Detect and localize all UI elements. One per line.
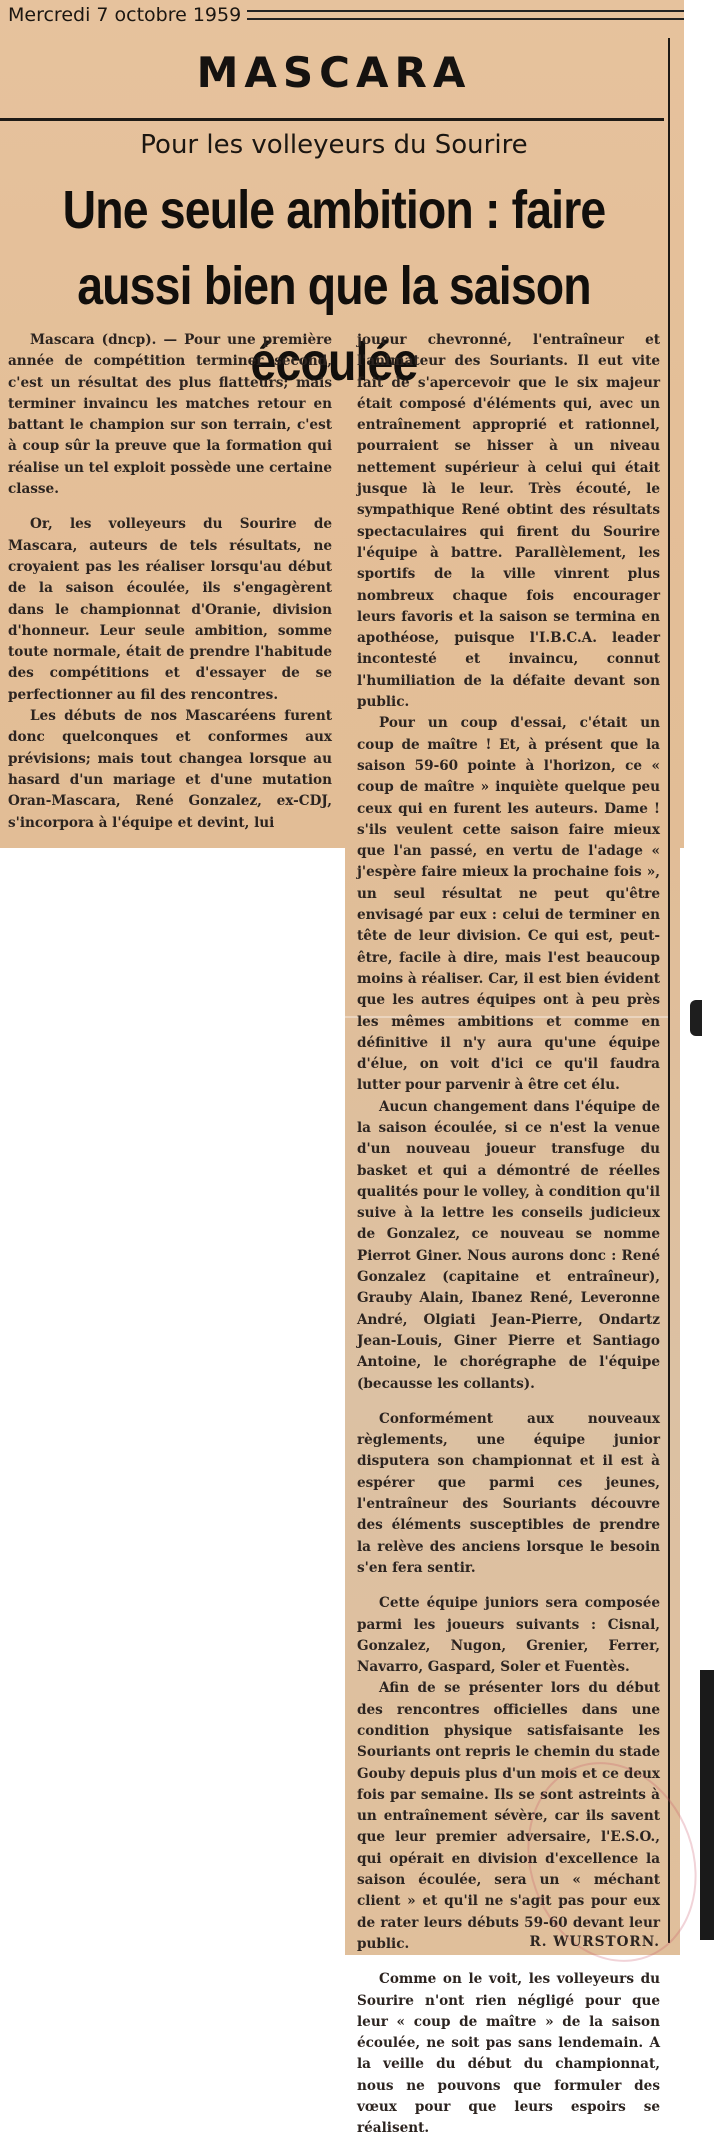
article-column-1 [8,330,332,834]
column-border-rule [668,38,670,1943]
paragraph: Cette équipe juniors sera composée parmi les joueurs suivants : Cisnal, Gonzalez, Nugon, Grenier, Ferrer, Navarro, Gaspard, Soler et Fuentès. [357,1595,660,1676]
double-rule [247,10,684,20]
author-signature: R. WURSTORN. [529,1934,660,1950]
section-title: MASCARA [196,48,472,97]
paragraph: Les débuts de nos Mascaréens furent donc quelconques et conformes aux prévisions; mais tout changea lorsque au hasard d'un mariage et d'une mutation Oran-Mascara, René Gonzalez, ex-CDJ, s'incorpora à l'équipe et devint, lui [8,708,332,831]
headline-line-2: aussi bien que la saison écoulée [77,256,591,392]
paragraph: Afin de se présenter lors du début des rencontres officielles dans une condition physique satisfaisante les Souriants ont repris le chemin du stade Gouby depuis plus d'un mois et ce deux fois par semaine. Ils se sont astreints à un entraînement sévère, car ils savent que leur premier adversaire, l'E.S.O., qui opérait en division d'excellence la saison écoulée, sera un « méchant client » et qu'il ne s'agit pas pour eux de rater leurs débuts 59-60 devant leur public. [357,1680,660,1952]
article-kicker: Pour les volleyeurs du Sourire [140,130,528,160]
paragraph: Pour un coup d'essai, c'était un coup de maître ! Et, à présent que la saison 59-60 pointe à l'horizon, ce « coup de maître » inquiète quelque peu ceux qui en furent les auteurs. Dame ! s'ils veulent cette saison faire mieux que l'an passé, en vertu de l'adage « j'espère faire mieux la prochaine fois », un seul résultat ne peut qu'être envisagé par eux : celui de terminer en tête de leur division. Ce qui est, peut-être, facile à dire, mais l'est beaucoup moins à réaliser. Car, il est bien évident que les autres équipes ont à peu près les mêmes ambitions et comme en définitive il n'y aura qu'une équipe d'élue, on voit d'ici ce qu'il faudra lutter pour parvenir à être cet élu. [357,715,660,1094]
headline-line-1: Une seule ambition : faire [62,180,606,240]
dateline [8,2,684,28]
section-rule [0,118,664,121]
adjacent-article-border [700,1670,714,1940]
empty-background [0,848,345,1969]
paragraph: Comme on le voit, les volleyeurs du Sourire n'ont rien négligé pour que leur « coup de maître » de la saison écoulée, ne soit pas sans lendemain. A la veille du début du championnat, nous ne pouvons que formuler des vœux pour que leurs espoirs se réalisent. [357,1971,660,2137]
paragraph: Mascara (dncp). — Pour une première année de compétition terminer second, c'est un résultat des plus flatteurs; mais terminer invaincu les matches retour en battant le champion sur son terrain, c'est à coup sûr la preuve que la formation qui réalise un tel exploit possède une certaine classe. [8,332,332,498]
paragraph: joueur chevronné, l'entraîneur et l'animateur des Souriants. Il eut vite fait de s'apercevoir que le six majeur était composé d'éléments qui, avec un entraînement approprié et rationnel, pourraient se hisser à un niveau nettement supérieur à celui qui était jusque là le leur. Très écouté, le sympathique René obtint des résultats spectaculaires qui firent du Sourire l'équipe à battre. Parallèlement, les sportifs de la ville vinrent plus nombreux chaque fois encourager leurs favoris et la saison se termina en apothéose, puisque l'I.B.C.A. leader incontesté et invaincu, connut l'humiliation de la défaite devant son public. [357,332,660,711]
adjacent-article-fragment [690,1000,702,1036]
paragraph: Or, les volleyeurs du Sourire de Mascara, auteurs de tels résultats, ne croyaient pas les réaliser lorsqu'au début de la saison écoulée, ils s'engagèrent dans le championnat d'Oranie, division d'honneur. Leur seule ambition, somme toute normale, était de prendre l'habitude des compétitions et d'essayer de se perfectionner au fil des rencontres. [8,516,332,703]
paragraph: Conformément aux nouveaux règlements, une équipe junior disputera son championnat et il est à espérer que parmi ces jeunes, l'entraîneur des Souriants découvre des éléments susceptibles de prendre la relève des anciens lorsque le besoin s'en fera sentir. [357,1410,660,1576]
paragraph: Aucun changement dans l'équipe de la saison écoulée, si ce n'est la venue d'un nouveau joueur transfuge du basket et qui a démontré de réelles qualités pour le volley, à condition qu'il suive à la lettre les conseils judicieux de Gonzalez, ce nouveau se nomme Pierrot Giner. Nous aurons donc : René Gonzalez (capitaine et entraîneur), Grauby Alain, Ibanez René, Leveronne André, Olgiati Jean-Pierre, Ondartz Jean-Louis, Giner Pierre et Santiago Antoine, le chorégraphe de l'équipe (becausse les collants). [357,1098,660,1392]
publication-date: Mercredi 7 octobre 1959 [8,4,242,26]
